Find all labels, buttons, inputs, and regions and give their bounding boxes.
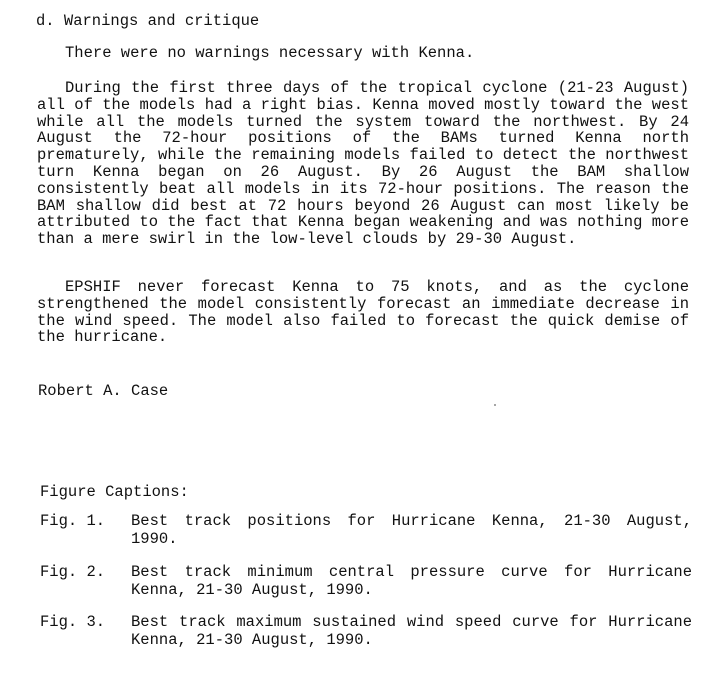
figure-caption-text: Best track minimum central pressure curve for Hurricane Kenna, 21-30 August, 1990. (131, 563, 692, 599)
paragraph-warnings: There were no warnings necessary with Kenna. (65, 44, 475, 62)
paragraph-epshif: EPSHIF never forecast Kenna to 75 knots, and as the cyclone strengthened the model consistently forecast an immediate decrease in the wind speed. The model also failed to forecast the quick demise of the hurricane. (37, 278, 689, 347)
author-signature: Robert A. Case (38, 382, 169, 400)
paragraph-model-bias: During the first three days of the tropical cyclone (21-23 August) all of the models had a right bias. Kenna moved mostly toward the west while all the models turned the system toward the northwest. By 24 August the 72-hour positions of the BAMs turned Kenna north prematurely, while the remaining models failed to detect the northwest turn Kenna began on 26 August. By 26 August the BAM shallow consistently beat all models in its 72-hour positions. The reason the BAM shallow did best at 72 hours beyond 26 August can most likely be attributed to the fact that Kenna began weakening and was nothing more than a mere swirl in the low-level clouds by 29-30 August. (37, 79, 689, 249)
figure-caption-label: Fig. 1. (40, 512, 106, 530)
section-heading: d. Warnings and critique (36, 12, 260, 30)
figure-caption-text: Best track positions for Hurricane Kenna, 21-30 August, 1990. (131, 512, 692, 548)
figure-captions-heading: Figure Captions: (40, 483, 189, 501)
figure-caption-label: Fig. 2. (40, 563, 106, 581)
figure-caption (40, 563, 692, 599)
figure-caption (40, 512, 692, 548)
figure-caption-label: Fig. 3. (40, 613, 106, 631)
figure-caption-text: Best track maximum sustained wind speed curve for Hurricane Kenna, 21-30 August, 1990. (131, 613, 692, 649)
scan-speck (494, 404, 496, 406)
figure-caption (40, 613, 692, 649)
